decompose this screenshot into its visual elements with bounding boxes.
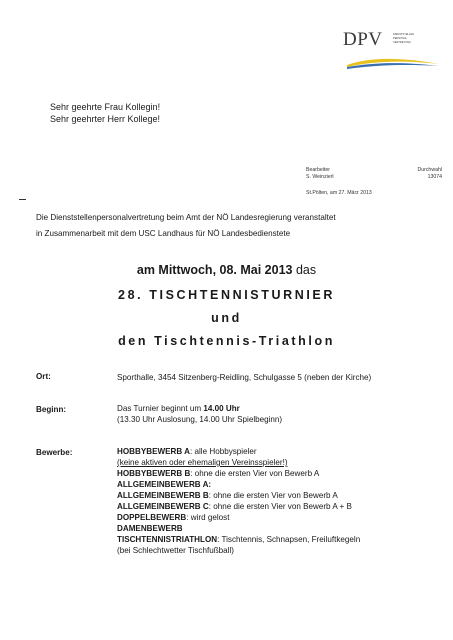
event-date-rest: das <box>292 263 317 277</box>
meta-phone-ext: 13074 <box>427 174 442 180</box>
competition-desc: : ohne die ersten Vier von Bewerb A <box>208 491 338 500</box>
intro-paragraph <box>36 210 336 242</box>
competition-desc: : wird gelost <box>186 513 230 522</box>
competition-name: ALLGEMEINBEWERB C <box>117 502 209 511</box>
intro-line: Die Dienststellenpersonalvertretung beim Amt der NÖ Landesregierung veranstaltet <box>36 213 336 222</box>
competition-item <box>117 501 360 512</box>
competition-item <box>117 534 360 545</box>
salutation-line: Sehr geehrte Frau Kollegin! <box>50 102 161 112</box>
competitions-label: Bewerbe: <box>36 448 73 457</box>
start-label: Beginn: <box>36 405 67 414</box>
start-text: Das Turnier beginnt um <box>117 404 204 413</box>
competition-item <box>117 490 360 501</box>
logo-sub-line: VERTRETUNG <box>393 41 411 44</box>
logo-sub-line: PERSONAL <box>393 37 408 40</box>
start-line <box>117 403 282 414</box>
competition-name: DOPPELBEWERB <box>117 513 187 522</box>
event-date-bold: am Mittwoch, 08. Mai 2013 <box>136 263 293 277</box>
competition-desc: : ohne die ersten Vier von Bewerb A + B <box>208 502 352 511</box>
competition-item <box>117 468 360 479</box>
event-and: und <box>211 311 242 325</box>
event-title: 28. TISCHTENNISTURNIER <box>118 288 335 302</box>
logo-subtitle <box>393 33 433 45</box>
logo-sub-line: DIENSTSTELLEN <box>393 33 415 36</box>
competition-desc: : alle Hobbyspieler <box>190 447 257 456</box>
letter-meta <box>306 167 442 197</box>
logo-text: DPV <box>343 29 383 50</box>
start-time: 14.00 Uhr <box>203 404 240 413</box>
competition-name: ALLGEMEINBEWERB B <box>117 491 209 500</box>
competition-item: ALLGEMEINBEWERB A: <box>117 480 212 489</box>
competition-name: HOBBYBEWERB A <box>117 447 190 456</box>
event-date <box>0 263 453 277</box>
meta-label-editor: Bearbeiter <box>306 167 330 173</box>
location-label: Ort: <box>36 372 51 381</box>
competition-note: (bei Schlechtwetter Tischfußball) <box>117 546 234 555</box>
competition-desc: : Tischtennis, Schnapsen, Freiluftkegeln <box>217 535 361 544</box>
competition-name: HOBBYBEWERB B <box>117 469 191 478</box>
start-value <box>117 403 282 425</box>
meta-values <box>306 174 442 181</box>
meta-label-phone: Durchwahl <box>417 167 442 173</box>
competition-name: TISCHTENNISTRIATHLON <box>117 535 218 544</box>
meta-labels <box>306 167 442 174</box>
intro-line: in Zusammenarbeit mit dem USC Landhaus für NÖ Landesbedienstete <box>36 229 291 238</box>
competition-item: DAMENBEWERB <box>117 524 183 533</box>
location-value: Sporthalle, 3454 Sitzenberg-Reidling, Schulgasse 5 (neben der Kirche) <box>117 373 372 382</box>
start-detail: (13.30 Uhr Auslosung, 14.00 Uhr Spielbeginn) <box>117 415 283 424</box>
fold-mark <box>19 199 26 200</box>
competition-note: (keine aktiven oder ehemaligen Vereinsspieler!) <box>117 458 288 467</box>
letter-date: St.Pölten, am 27. März 2013 <box>306 190 372 196</box>
event-subtitle: den Tischtennis-Triathlon <box>118 334 335 348</box>
salutation-line: Sehr geehrter Herr Kollege! <box>50 114 161 124</box>
competition-item <box>117 512 360 523</box>
competition-desc: : ohne die ersten Vier von Bewerb A <box>190 469 320 478</box>
competition-item <box>117 446 360 457</box>
competitions-list <box>117 446 360 556</box>
logo-swoosh-icon <box>345 55 441 71</box>
salutation <box>50 101 160 125</box>
meta-editor-name: S. Weinzierl <box>306 174 334 180</box>
dpv-logo <box>343 27 443 71</box>
